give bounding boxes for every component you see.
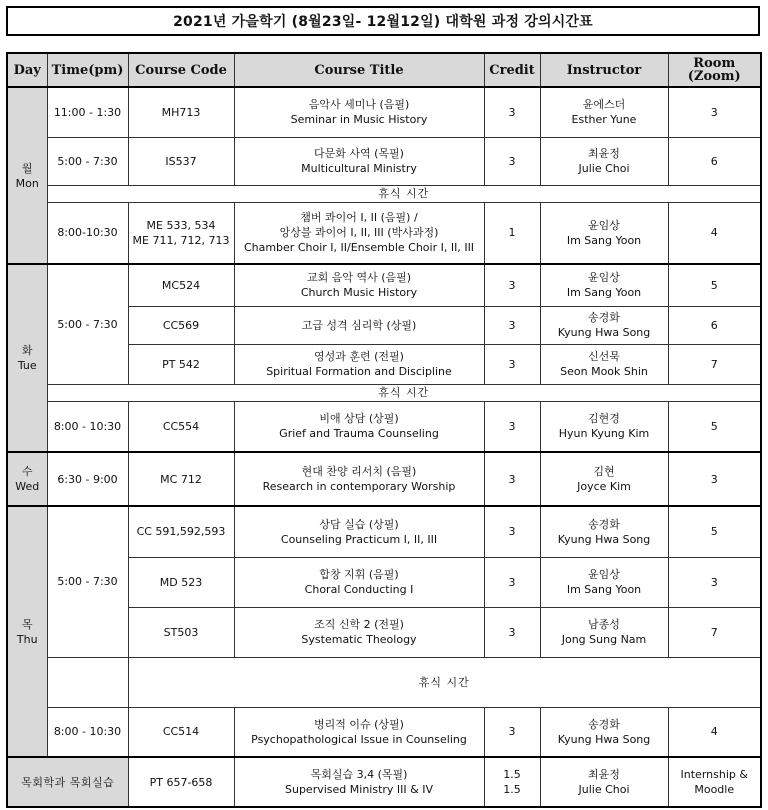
course-code: CC554 xyxy=(128,401,234,452)
instructor-cell: 김현 Joyce Kim xyxy=(540,452,668,506)
header-time: Time(pm) xyxy=(47,53,128,87)
instructor-cell: 최윤정 Julie Choi xyxy=(540,757,668,807)
instructor-cell: 윤임상 Im Sang Yoon xyxy=(540,264,668,306)
time-cell: 5:00 - 7:30 xyxy=(47,137,128,185)
room-cell: Internship & Moodle xyxy=(668,757,761,807)
instructor-cell: 송경화 Kyung Hwa Song xyxy=(540,306,668,344)
table-row xyxy=(7,452,761,506)
credit-cell: 3 xyxy=(484,452,540,506)
day-cell-thu: 목 Thu xyxy=(7,506,47,757)
course-code: CC 591,592,593 xyxy=(128,506,234,557)
time-cell: 8:00 - 10:30 xyxy=(47,707,128,757)
credit-cell: 3 xyxy=(484,506,540,557)
credit-cell: 3 xyxy=(484,557,540,607)
room-cell: 4 xyxy=(668,202,761,264)
break-label: 휴식 시간 xyxy=(128,657,761,707)
header-room: Room (Zoom) xyxy=(668,53,761,87)
credit-cell: 3 xyxy=(484,707,540,757)
footer-label: 목회학과 목회실습 xyxy=(7,757,128,807)
course-title: 병리적 이슈 (상필) Psychopathological Issue in Counseling xyxy=(234,707,484,757)
time-cell: 5:00 - 7:30 xyxy=(47,506,128,657)
table-row xyxy=(7,87,761,137)
course-title: 챔버 콰이어 I, II (음필) / 앙상블 콰이어 I, II, III (박사과정) Chamber Choir I, II/Ensemble Choir I, II, III xyxy=(234,202,484,264)
instructor-cell: 윤에스더 Esther Yune xyxy=(540,87,668,137)
credit-cell: 3 xyxy=(484,137,540,185)
table-row xyxy=(7,707,761,757)
course-code: MH713 xyxy=(128,87,234,137)
course-title: 조직 신학 2 (전필) Systematic Theology xyxy=(234,607,484,657)
course-code: CC569 xyxy=(128,306,234,344)
credit-cell: 1.5 1.5 xyxy=(484,757,540,807)
room-cell: 3 xyxy=(668,87,761,137)
credit-cell: 3 xyxy=(484,607,540,657)
schedule-table xyxy=(6,52,762,808)
course-title: 영성과 훈련 (전필) Spiritual Formation and Discipline xyxy=(234,344,484,384)
course-code: ST503 xyxy=(128,607,234,657)
break-row xyxy=(7,657,761,707)
course-title: 비애 상담 (상필) Grief and Trauma Counseling xyxy=(234,401,484,452)
course-title: 현대 찬양 리서치 (음필) Research in contemporary Worship xyxy=(234,452,484,506)
course-code: MC 712 xyxy=(128,452,234,506)
credit-cell: 3 xyxy=(484,87,540,137)
room-cell: 4 xyxy=(668,707,761,757)
table-row xyxy=(7,401,761,452)
instructor-cell: 윤임상 Im Sang Yoon xyxy=(540,202,668,264)
course-title: 합창 지휘 (음필) Choral Conducting I xyxy=(234,557,484,607)
credit-cell: 3 xyxy=(484,344,540,384)
room-cell: 6 xyxy=(668,137,761,185)
day-cell-tue: 화 Tue xyxy=(7,264,47,452)
instructor-cell: 윤임상 Im Sang Yoon xyxy=(540,557,668,607)
instructor-cell: 김현경 Hyun Kyung Kim xyxy=(540,401,668,452)
course-code: CC514 xyxy=(128,707,234,757)
instructor-cell: 송경화 Kyung Hwa Song xyxy=(540,707,668,757)
course-title: 교회 음악 역사 (음필) Church Music History xyxy=(234,264,484,306)
break-label: 휴식 시간 xyxy=(47,384,761,401)
instructor-cell: 최윤정 Julie Choi xyxy=(540,137,668,185)
break-row xyxy=(7,384,761,401)
time-cell: 8:00 - 10:30 xyxy=(47,401,128,452)
course-title: 목회실습 3,4 (목필) Supervised Ministry III & IV xyxy=(234,757,484,807)
room-cell: 7 xyxy=(668,344,761,384)
page-title: 2021년 가을학기 (8월23일- 12월12일) 대학원 과정 강의시간표 xyxy=(6,6,760,36)
instructor-cell: 남종성 Jong Sung Nam xyxy=(540,607,668,657)
course-code: PT 657-658 xyxy=(128,757,234,807)
room-cell: 7 xyxy=(668,607,761,657)
room-cell: 5 xyxy=(668,506,761,557)
header-code: Course Code xyxy=(128,53,234,87)
course-code: ME 533, 534 ME 711, 712, 713 xyxy=(128,202,234,264)
instructor-cell: 송경화 Kyung Hwa Song xyxy=(540,506,668,557)
course-title: 상담 실습 (상필) Counseling Practicum I, II, III xyxy=(234,506,484,557)
course-code: MC524 xyxy=(128,264,234,306)
time-cell: 5:00 - 7:30 xyxy=(47,264,128,384)
break-label: 휴식 시간 xyxy=(47,185,761,202)
room-cell: 5 xyxy=(668,401,761,452)
time-cell: 11:00 - 1:30 xyxy=(47,87,128,137)
break-spacer xyxy=(47,657,128,707)
footer-row xyxy=(7,757,761,807)
credit-cell: 3 xyxy=(484,401,540,452)
credit-cell: 1 xyxy=(484,202,540,264)
room-cell: 3 xyxy=(668,557,761,607)
table-row xyxy=(7,137,761,185)
room-cell: 3 xyxy=(668,452,761,506)
instructor-cell: 신선묵 Seon Mook Shin xyxy=(540,344,668,384)
break-row xyxy=(7,185,761,202)
course-title: 다문화 사역 (목필) Multicultural Ministry xyxy=(234,137,484,185)
header-row xyxy=(7,53,761,87)
day-cell-mon: 월 Mon xyxy=(7,87,47,264)
table-row xyxy=(7,202,761,264)
header-day: Day xyxy=(7,53,47,87)
course-title: 음악사 세미나 (음필) Seminar in Music History xyxy=(234,87,484,137)
course-code: IS537 xyxy=(128,137,234,185)
credit-cell: 3 xyxy=(484,306,540,344)
header-course: Course Title xyxy=(234,53,484,87)
room-cell: 6 xyxy=(668,306,761,344)
time-cell: 8:00-10:30 xyxy=(47,202,128,264)
header-credit: Credit xyxy=(484,53,540,87)
room-cell: 5 xyxy=(668,264,761,306)
table-row xyxy=(7,264,761,306)
course-code: PT 542 xyxy=(128,344,234,384)
day-cell-wed: 수 Wed xyxy=(7,452,47,506)
course-title: 고급 성격 심리학 (상필) xyxy=(234,306,484,344)
header-instructor: Instructor xyxy=(540,53,668,87)
course-code: MD 523 xyxy=(128,557,234,607)
time-cell: 6:30 - 9:00 xyxy=(47,452,128,506)
credit-cell: 3 xyxy=(484,264,540,306)
table-row xyxy=(7,506,761,557)
